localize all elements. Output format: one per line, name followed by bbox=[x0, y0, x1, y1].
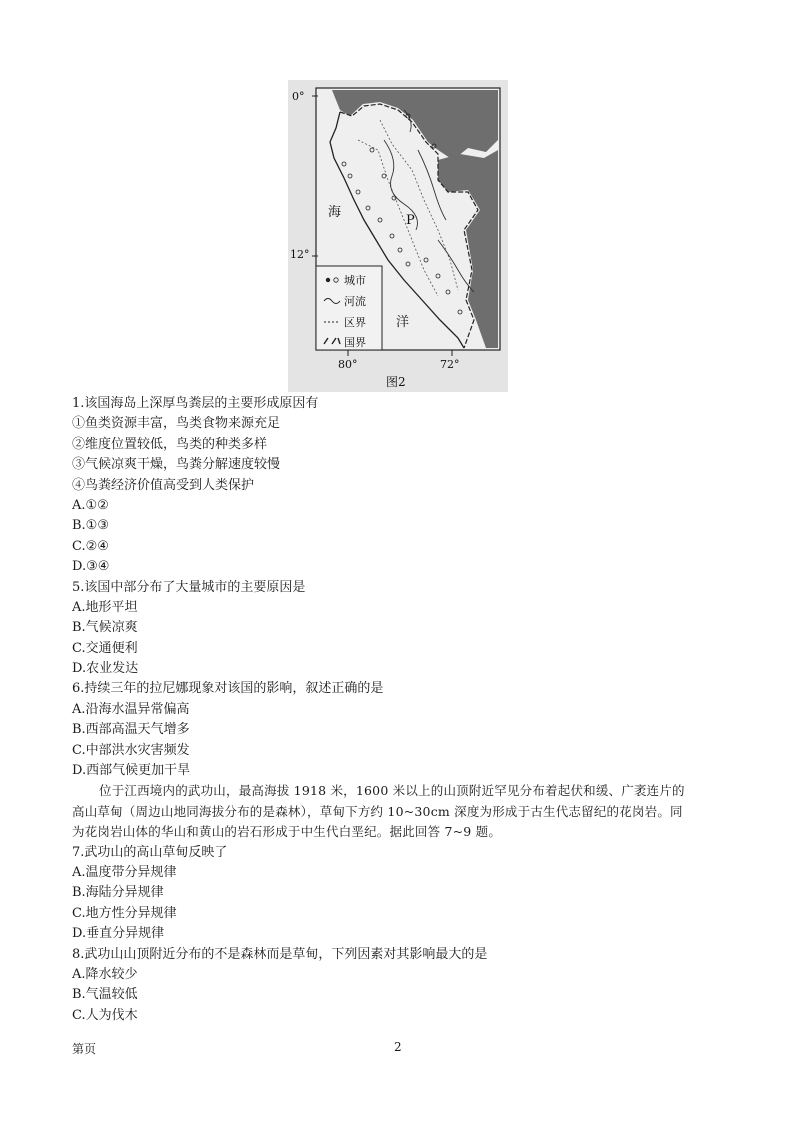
q1-item-3: ③气候凉爽干燥，鸟粪分解速度较慢 bbox=[72, 457, 281, 473]
q1-item-4: ④鸟粪经济价值高受到人类保护 bbox=[72, 477, 255, 493]
question-content bbox=[72, 394, 752, 1026]
sea-label-hai: 海 bbox=[328, 205, 342, 220]
q6-option-b: B.西部高温天气增多 bbox=[72, 722, 190, 738]
q1-option-d: D.③④ bbox=[72, 559, 110, 575]
lon-label-80: 80° bbox=[338, 358, 358, 371]
passage-paragraph bbox=[72, 781, 752, 842]
q8-option-a: A.降水较少 bbox=[72, 966, 138, 982]
q6-option-c: C.中部洪水灾害频发 bbox=[72, 742, 190, 758]
legend-region-boundary: 区界 bbox=[344, 316, 366, 329]
q1-option-a: A.①② bbox=[72, 497, 109, 513]
lat-label-0: 0° bbox=[292, 90, 305, 103]
q1-item-1: ①鱼类资源丰富，鸟类食物来源充足 bbox=[72, 416, 281, 432]
q5-option-b: B.气候凉爽 bbox=[72, 620, 138, 636]
map-svg bbox=[288, 80, 508, 392]
legend-national-border: 国界 bbox=[344, 336, 366, 349]
footer-label: 第页 bbox=[72, 1042, 97, 1056]
q6-option-a: A.沿海水温异常偏高 bbox=[72, 701, 190, 717]
map-legend bbox=[316, 266, 382, 350]
passage-line-1: 位于江西境内的武功山，最高海拔 1918 米，1600 米以上的山顶附近罕见分布着起伏和缓、广袤连片的 bbox=[99, 783, 685, 799]
sea-label-yang: 洋 bbox=[396, 315, 410, 330]
q6-option-d: D.西部气候更加干旱 bbox=[72, 763, 191, 779]
q8-stem: 8.武功山山顶附近分布的不是森林而是草甸，下列因素对其影响最大的是 bbox=[72, 946, 488, 962]
q5-stem: 5.该国中部分布了大量城市的主要原因是 bbox=[72, 579, 306, 595]
q5-option-c: C.交通便利 bbox=[72, 640, 138, 656]
page-number: 2 bbox=[394, 1040, 402, 1054]
q1-item-2: ②维度位置较低，鸟类的种类多样 bbox=[72, 436, 268, 452]
q7-option-b: B.海陆分异规律 bbox=[72, 885, 164, 901]
passage-line-2: 高山草甸（周边山地同海拔分布的是森林），草甸下方约 10~30cm 深度为形成于古生代志留纪的花岗岩。同 bbox=[72, 803, 683, 819]
q1-stem: 1.该国海岛上深厚鸟粪层的主要形成原因有 bbox=[72, 396, 319, 411]
q7-option-c: C.地方性分异规律 bbox=[72, 905, 177, 921]
q5-option-a: A.地形平坦 bbox=[72, 599, 138, 615]
lat-label-12: 12° bbox=[290, 248, 310, 261]
figure-caption: 图2 bbox=[386, 375, 406, 389]
q7-option-a: A.温度带分异规律 bbox=[72, 865, 177, 881]
region-label-p: P bbox=[406, 213, 415, 228]
q8-option-b: B.气温较低 bbox=[72, 987, 138, 1003]
q7-stem: 7.武功山的高山草甸反映了 bbox=[72, 844, 228, 860]
q6-stem: 6.持续三年的拉尼娜现象对该国的影响，叙述正确的是 bbox=[72, 681, 384, 697]
map-figure bbox=[288, 80, 508, 392]
legend-city: 城市 bbox=[344, 274, 366, 287]
q1-option-c: C.②④ bbox=[72, 538, 109, 554]
q5-option-d: D.农业发达 bbox=[72, 661, 139, 677]
passage-line-3: 为花岗岩山体的华山和黄山的岩石形成于中生代白垩纪。据此回答 7~9 题。 bbox=[72, 824, 502, 840]
q1-option-b: B.①③ bbox=[72, 518, 109, 534]
q8-option-c: C.人为伐木 bbox=[72, 1007, 138, 1023]
lon-label-72: 72° bbox=[440, 358, 460, 371]
legend-river: 河流 bbox=[344, 295, 366, 308]
q7-option-d: D.垂直分异规律 bbox=[72, 926, 165, 942]
